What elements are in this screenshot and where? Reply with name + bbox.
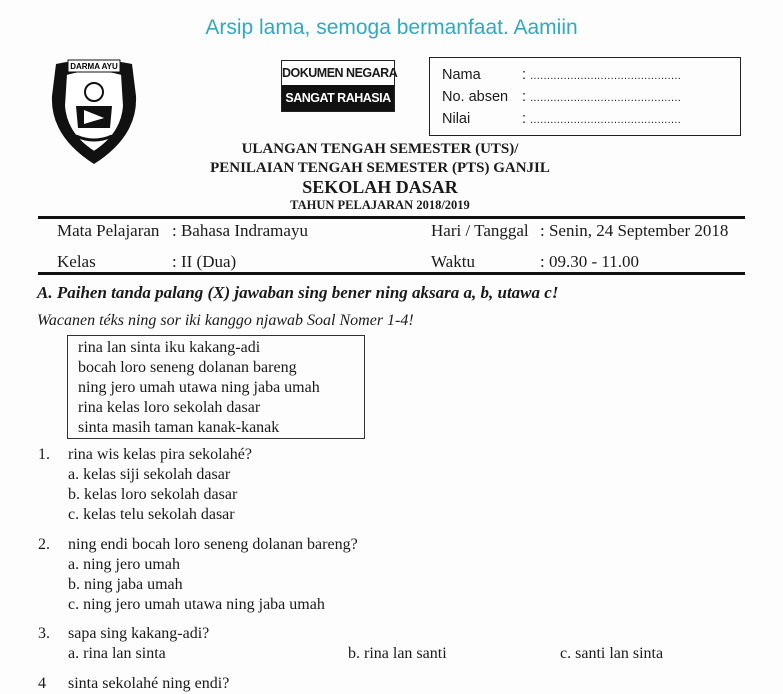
option-letter: c.	[68, 506, 80, 523]
option-text: rina lan santi	[364, 645, 447, 662]
identity-label: Nilai	[442, 111, 471, 127]
passage-line: bocah loro seneng dolanan bareng	[78, 359, 297, 376]
watermark-text: Arsip lama, semoga bermanfaat. Aamiin	[205, 16, 578, 39]
section-heading: A. Paihen tanda palang (X) jawaban sing bener ning aksara a, b, utawa c!	[37, 283, 559, 302]
answer-option[interactable]	[68, 645, 166, 663]
class-label: Kelas	[57, 252, 96, 271]
answer-option[interactable]	[68, 556, 180, 574]
option-text: santi lan sinta	[575, 645, 664, 662]
question-number: 4	[38, 675, 46, 692]
exam-title-2: PENILAIAN TENGAH SEMESTER (PTS) GANJIL	[210, 160, 550, 176]
identity-blank[interactable]: .............................................	[530, 70, 682, 82]
subject-value: : Bahasa Indramayu	[172, 221, 308, 240]
passage-line: sinta masih taman kanak-kanak	[78, 419, 280, 436]
question-text: rina wis kelas pira sekolahé?	[68, 446, 252, 463]
answer-option[interactable]	[68, 506, 235, 524]
question-number: 1.	[38, 446, 50, 463]
option-letter: b.	[68, 486, 80, 503]
option-letter: b.	[348, 645, 360, 662]
question-text: sapa sing kakang-adi?	[68, 625, 210, 642]
student-identity-box	[429, 57, 741, 136]
answer-option[interactable]	[68, 576, 183, 594]
passage-line: rina lan sinta iku kakang-adi	[78, 339, 261, 356]
option-text: kelas siji sekolah dasar	[83, 466, 231, 483]
option-text: kelas loro sekolah dasar	[84, 486, 238, 503]
option-letter: a.	[68, 466, 80, 483]
option-text: ning jaba umah	[84, 576, 183, 593]
option-text: kelas telu sekolah dasar	[83, 506, 235, 523]
identity-colon: :	[522, 89, 527, 105]
answer-option[interactable]	[68, 596, 325, 614]
option-letter: c.	[68, 596, 80, 613]
option-letter: c.	[560, 645, 572, 662]
subject-label: Mata Pelajaran	[57, 221, 160, 240]
option-letter: a.	[68, 556, 80, 573]
identity-colon: :	[522, 67, 527, 83]
option-text: ning jero umah utawa ning jaba umah	[83, 596, 325, 613]
passage-line: ning jero umah utawa ning jaba umah	[78, 379, 320, 396]
answer-option[interactable]	[68, 486, 237, 504]
document-classification-label	[281, 60, 398, 112]
doc-label-top: DOKUMEN NEGARA	[282, 61, 394, 85]
identity-row-nilai[interactable]	[442, 108, 681, 130]
reading-instruction: Wacanen téks ning sor iki kanggo njawab Soal Nomer 1-4!	[37, 312, 414, 329]
academic-year: TAHUN PELAJARAN 2018/2019	[290, 198, 470, 212]
answer-option[interactable]	[68, 466, 230, 484]
identity-label: Nama	[442, 67, 481, 83]
option-letter: b.	[68, 576, 80, 593]
question-text: ning endi bocah loro seneng dolanan bareng?	[68, 536, 358, 553]
identity-row-name[interactable]	[442, 64, 681, 86]
time-label: Waktu	[431, 252, 475, 271]
divider-top	[38, 216, 745, 219]
option-letter: a.	[68, 645, 80, 662]
option-text: rina lan sinta	[83, 645, 166, 662]
date-value: : Senin, 24 September 2018	[540, 221, 729, 240]
divider-bottom	[38, 272, 745, 275]
class-value: : II (Dua)	[172, 252, 237, 271]
answer-option[interactable]	[348, 645, 447, 663]
doc-label-bottom: SANGAT RAHASIA	[282, 85, 394, 111]
identity-blank[interactable]: .............................................	[530, 114, 682, 126]
option-text: ning jero umah	[83, 556, 180, 573]
identity-row-absen[interactable]	[442, 86, 681, 108]
question-text: sinta sekolahé ning endi?	[68, 675, 230, 692]
date-label: Hari / Tanggal	[431, 221, 529, 240]
svg-text:DARMA AYU: DARMA AYU	[70, 62, 118, 71]
identity-label: No. absen	[442, 89, 509, 105]
passage-line: rina kelas loro sekolah dasar	[78, 399, 261, 416]
question-number: 2.	[38, 536, 50, 553]
exam-title-1: ULANGAN TENGAH SEMESTER (UTS)/	[241, 141, 519, 157]
time-value: : 09.30 - 11.00	[540, 252, 640, 271]
identity-colon: :	[522, 111, 527, 127]
identity-blank[interactable]: .............................................	[530, 92, 682, 104]
question-number: 3.	[38, 625, 50, 642]
reading-passage-box	[67, 335, 365, 439]
school-level-title: SEKOLAH DASAR	[302, 177, 458, 197]
answer-option[interactable]	[560, 645, 663, 663]
